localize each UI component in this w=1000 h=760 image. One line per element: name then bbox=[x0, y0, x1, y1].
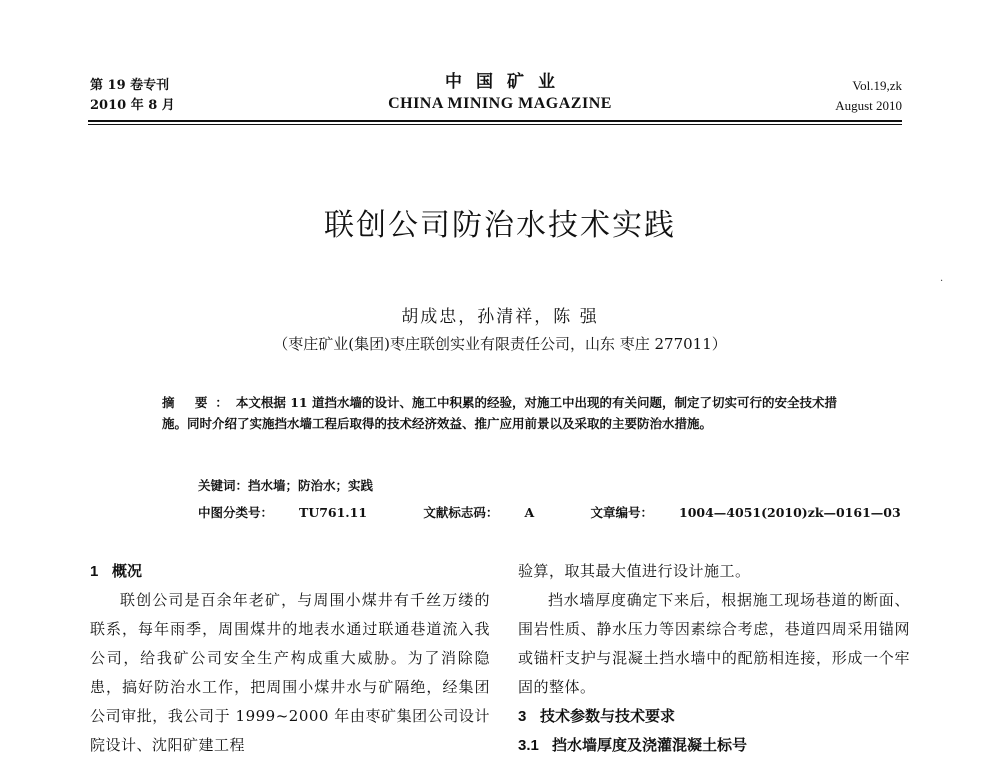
issue-date: 2010 年 8 月 bbox=[90, 98, 175, 113]
doc-value: A bbox=[524, 505, 535, 520]
section-1-paragraph: 联创公司是百余年老矿，与周围小煤井有千丝万缕的联系，每年雨季，周围煤井的地表水通过联通巷道流入我公司，给我矿公司安全生产构成重大威胁。为了消除隐患，搞好防治水工作，把周围小煤井水与矿隔绝，经集团公司审批，我公司于 1999~2000 年由枣矿集团公司设计院设计、沈阳矿建工程 bbox=[90, 591, 490, 754]
body-column-right bbox=[518, 557, 910, 760]
article-value: 1004—4051(2010)zk—0161—03 bbox=[679, 505, 901, 520]
wall-reinforcement-paragraph: 挡水墙厚度确定下来后，根据施工现场巷道的断面、围岩性质、静水压力等因素综合考虑，巷道四周采用锚网或锚杆支护与混凝土挡水墙中的配筋相连接，形成一个牢固的整体。 bbox=[518, 591, 910, 696]
subsection-title: 挡水墙厚度及浇灌混凝土标号 bbox=[552, 737, 748, 754]
journal-masthead bbox=[300, 71, 700, 115]
clc-label: 中图分类号： bbox=[198, 505, 274, 520]
article-label: 文章编号： bbox=[590, 505, 654, 520]
journal-title-cn: 中国矿业 bbox=[445, 72, 569, 92]
paper-title: 联创公司防治水技术实践 bbox=[324, 208, 676, 243]
abstract-label: 摘 要： bbox=[162, 395, 236, 410]
header-rule-thin bbox=[88, 124, 902, 125]
paper-authors: 胡成忠，孙清祥，陈 强 bbox=[401, 307, 599, 327]
abstract bbox=[162, 392, 842, 434]
abstract-text: 本文根据 11 道挡水墙的设计、施工中积累的经验，对施工中出现的有关问题，制定了切实可行的安全技术措施。同时介绍了实施挡水墙工程后取得的技术经济效益、推广应用前景以及采取的主要防治水措施。 bbox=[162, 395, 837, 431]
paper-affiliation: （枣庄矿业(集团)枣庄联创实业有限责任公司，山东 枣庄 277011） bbox=[273, 335, 727, 353]
document-code bbox=[423, 505, 560, 520]
keywords-text: 挡水墙；防治水；实践 bbox=[248, 478, 374, 493]
continued-paragraph: 验算，取其最大值进行设计施工。 bbox=[518, 562, 751, 580]
section-heading-3 bbox=[518, 702, 910, 731]
classification-line bbox=[198, 503, 953, 521]
article-number bbox=[591, 505, 927, 520]
volume-label: Vol.19,zk bbox=[852, 78, 902, 93]
scan-speck: · bbox=[940, 276, 944, 287]
journal-title-en: CHINA MINING MAGAZINE bbox=[388, 95, 612, 112]
volume-info bbox=[835, 76, 902, 116]
section-title: 概况 bbox=[112, 563, 143, 580]
clc-number bbox=[198, 505, 393, 520]
subsection-heading-3-1 bbox=[518, 731, 910, 760]
body-column-left bbox=[90, 557, 490, 760]
header-rule-thick bbox=[88, 120, 902, 122]
keywords-label: 关键词： bbox=[198, 478, 249, 493]
volume-date: August 2010 bbox=[835, 98, 902, 113]
issue-volume: 第 19 卷专刊 bbox=[90, 78, 170, 93]
doc-label: 文献标志码： bbox=[423, 505, 499, 520]
subsection-number: 3.1 bbox=[518, 737, 539, 754]
section-number: 3 bbox=[518, 708, 527, 725]
keywords bbox=[198, 476, 373, 494]
section-number: 1 bbox=[90, 563, 99, 580]
issue-info bbox=[90, 76, 175, 116]
clc-value: TU761.11 bbox=[299, 505, 368, 520]
section-heading-1 bbox=[90, 557, 490, 586]
section-title: 技术参数与技术要求 bbox=[540, 708, 676, 725]
